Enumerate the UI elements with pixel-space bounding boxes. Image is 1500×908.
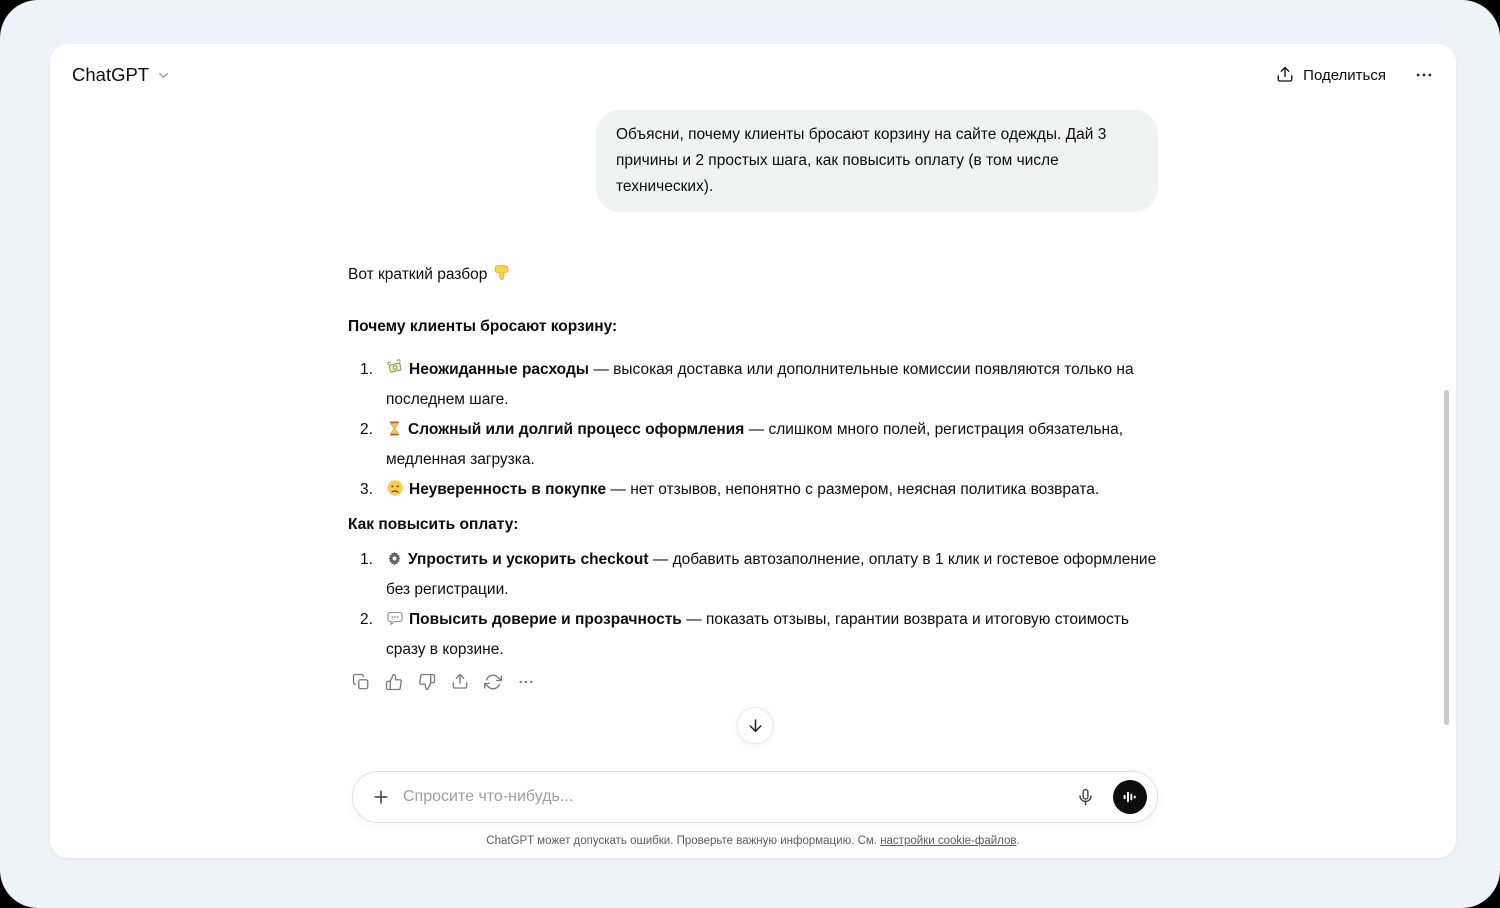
list-item-body — [386, 475, 1158, 505]
list-item-text: — добавить автозаполнение, оплату в 1 клик и гостевое оформление без регистрации. — [386, 551, 1157, 598]
cookie-settings-link[interactable]: настройки cookie-файлов — [880, 835, 1017, 847]
list-item-number: 2. — [360, 421, 373, 438]
list-item-title: Неожиданные расходы — [409, 361, 590, 378]
list-item-number: 1. — [360, 361, 373, 378]
section2-heading: Как повысить оплату: — [348, 516, 519, 533]
share-button[interactable] — [1276, 66, 1386, 84]
section1-heading: Почему клиенты бросают корзину: — [348, 318, 618, 335]
assistant-intro — [348, 260, 1158, 290]
confused-face-emoji — [386, 479, 404, 497]
app-title: ChatGPT — [72, 64, 150, 85]
list-item-number: 3. — [360, 481, 373, 498]
list-item — [348, 605, 1158, 665]
list-item-text: — слишком много полей, регистрация обязательна, медленная загрузка. — [386, 421, 1124, 468]
model-switcher[interactable] — [72, 64, 171, 86]
header-actions — [1276, 65, 1434, 85]
list-item-title: Упростить и ускорить checkout — [408, 551, 649, 568]
disclaimer-text: ChatGPT может допускать ошибки. Проверьте важную информацию. См. — [486, 835, 881, 847]
message-actions — [348, 673, 1158, 691]
list-item — [348, 355, 1158, 415]
gear-emoji — [386, 550, 403, 567]
list-item-number: 1. — [360, 551, 373, 568]
message-more-button[interactable] — [517, 673, 535, 691]
microphone-icon — [1076, 788, 1095, 807]
assistant-intro-text: Вот краткий разбор — [348, 266, 488, 283]
share-icon — [1276, 66, 1294, 84]
speech-balloon-emoji — [386, 609, 404, 627]
list-item-number: 2. — [360, 611, 373, 628]
scrollbar-thumb[interactable] — [1444, 390, 1449, 725]
section1-list — [348, 355, 1158, 505]
dictate-button[interactable] — [1076, 788, 1095, 807]
more-options-button[interactable] — [1414, 65, 1434, 85]
message-input[interactable] — [403, 788, 1064, 806]
arrow-down-icon — [746, 717, 764, 735]
list-item-body — [386, 605, 1158, 665]
share-message-button[interactable] — [451, 673, 469, 691]
list-item-text: — нет отзывов, непонятно с размером, неясная политика возврата. — [606, 481, 1100, 498]
message-composer — [352, 771, 1158, 823]
assistant-message — [348, 260, 1158, 691]
disclaimer — [50, 835, 1456, 847]
disclaimer-period: . — [1016, 835, 1020, 847]
list-item-title: Неуверенность в покупке — [409, 481, 607, 498]
thumbs-up-button[interactable] — [385, 673, 403, 691]
list-item-title: Повысить доверие и прозрачность — [409, 611, 682, 628]
copy-button[interactable] — [352, 673, 370, 691]
list-item-title: Сложный или долгий процесс оформления — [408, 421, 745, 438]
list-item-text: — показать отзывы, гарантии возврата и итоговую стоимость сразу в корзине. — [386, 611, 1129, 658]
regenerate-button[interactable] — [484, 673, 502, 691]
pointing-down-emoji — [492, 263, 511, 282]
list-item-body — [386, 355, 1158, 415]
list-item — [348, 475, 1158, 505]
thumbs-down-button[interactable] — [418, 673, 436, 691]
user-message-bubble: Объясни, почему клиенты бросают корзину на сайте одежды. Дай 3 причины и 2 простых шага, как повысить оплату (в том числе технических). — [596, 110, 1158, 212]
hourglass-emoji — [386, 420, 403, 437]
scroll-to-bottom-button[interactable] — [737, 707, 774, 744]
chat-header — [50, 44, 1456, 106]
voice-mode-button[interactable] — [1113, 780, 1147, 814]
voice-waveform-icon — [1121, 788, 1139, 806]
section2-list — [348, 545, 1158, 665]
chevron-down-icon — [156, 68, 171, 83]
list-item-body — [386, 415, 1158, 475]
user-message-row — [348, 110, 1158, 212]
money-with-wings-emoji — [386, 359, 404, 377]
list-item — [348, 415, 1158, 475]
attach-button[interactable] — [371, 787, 391, 807]
plus-icon — [371, 787, 391, 807]
list-item-body — [386, 545, 1158, 605]
share-label: Поделиться — [1303, 66, 1386, 84]
list-item — [348, 545, 1158, 605]
list-item-text: — высокая доставка или дополнительные комиссии появляются только на последнем шаге. — [386, 361, 1134, 408]
chat-thread — [348, 110, 1158, 691]
chatgpt-window — [50, 44, 1456, 858]
